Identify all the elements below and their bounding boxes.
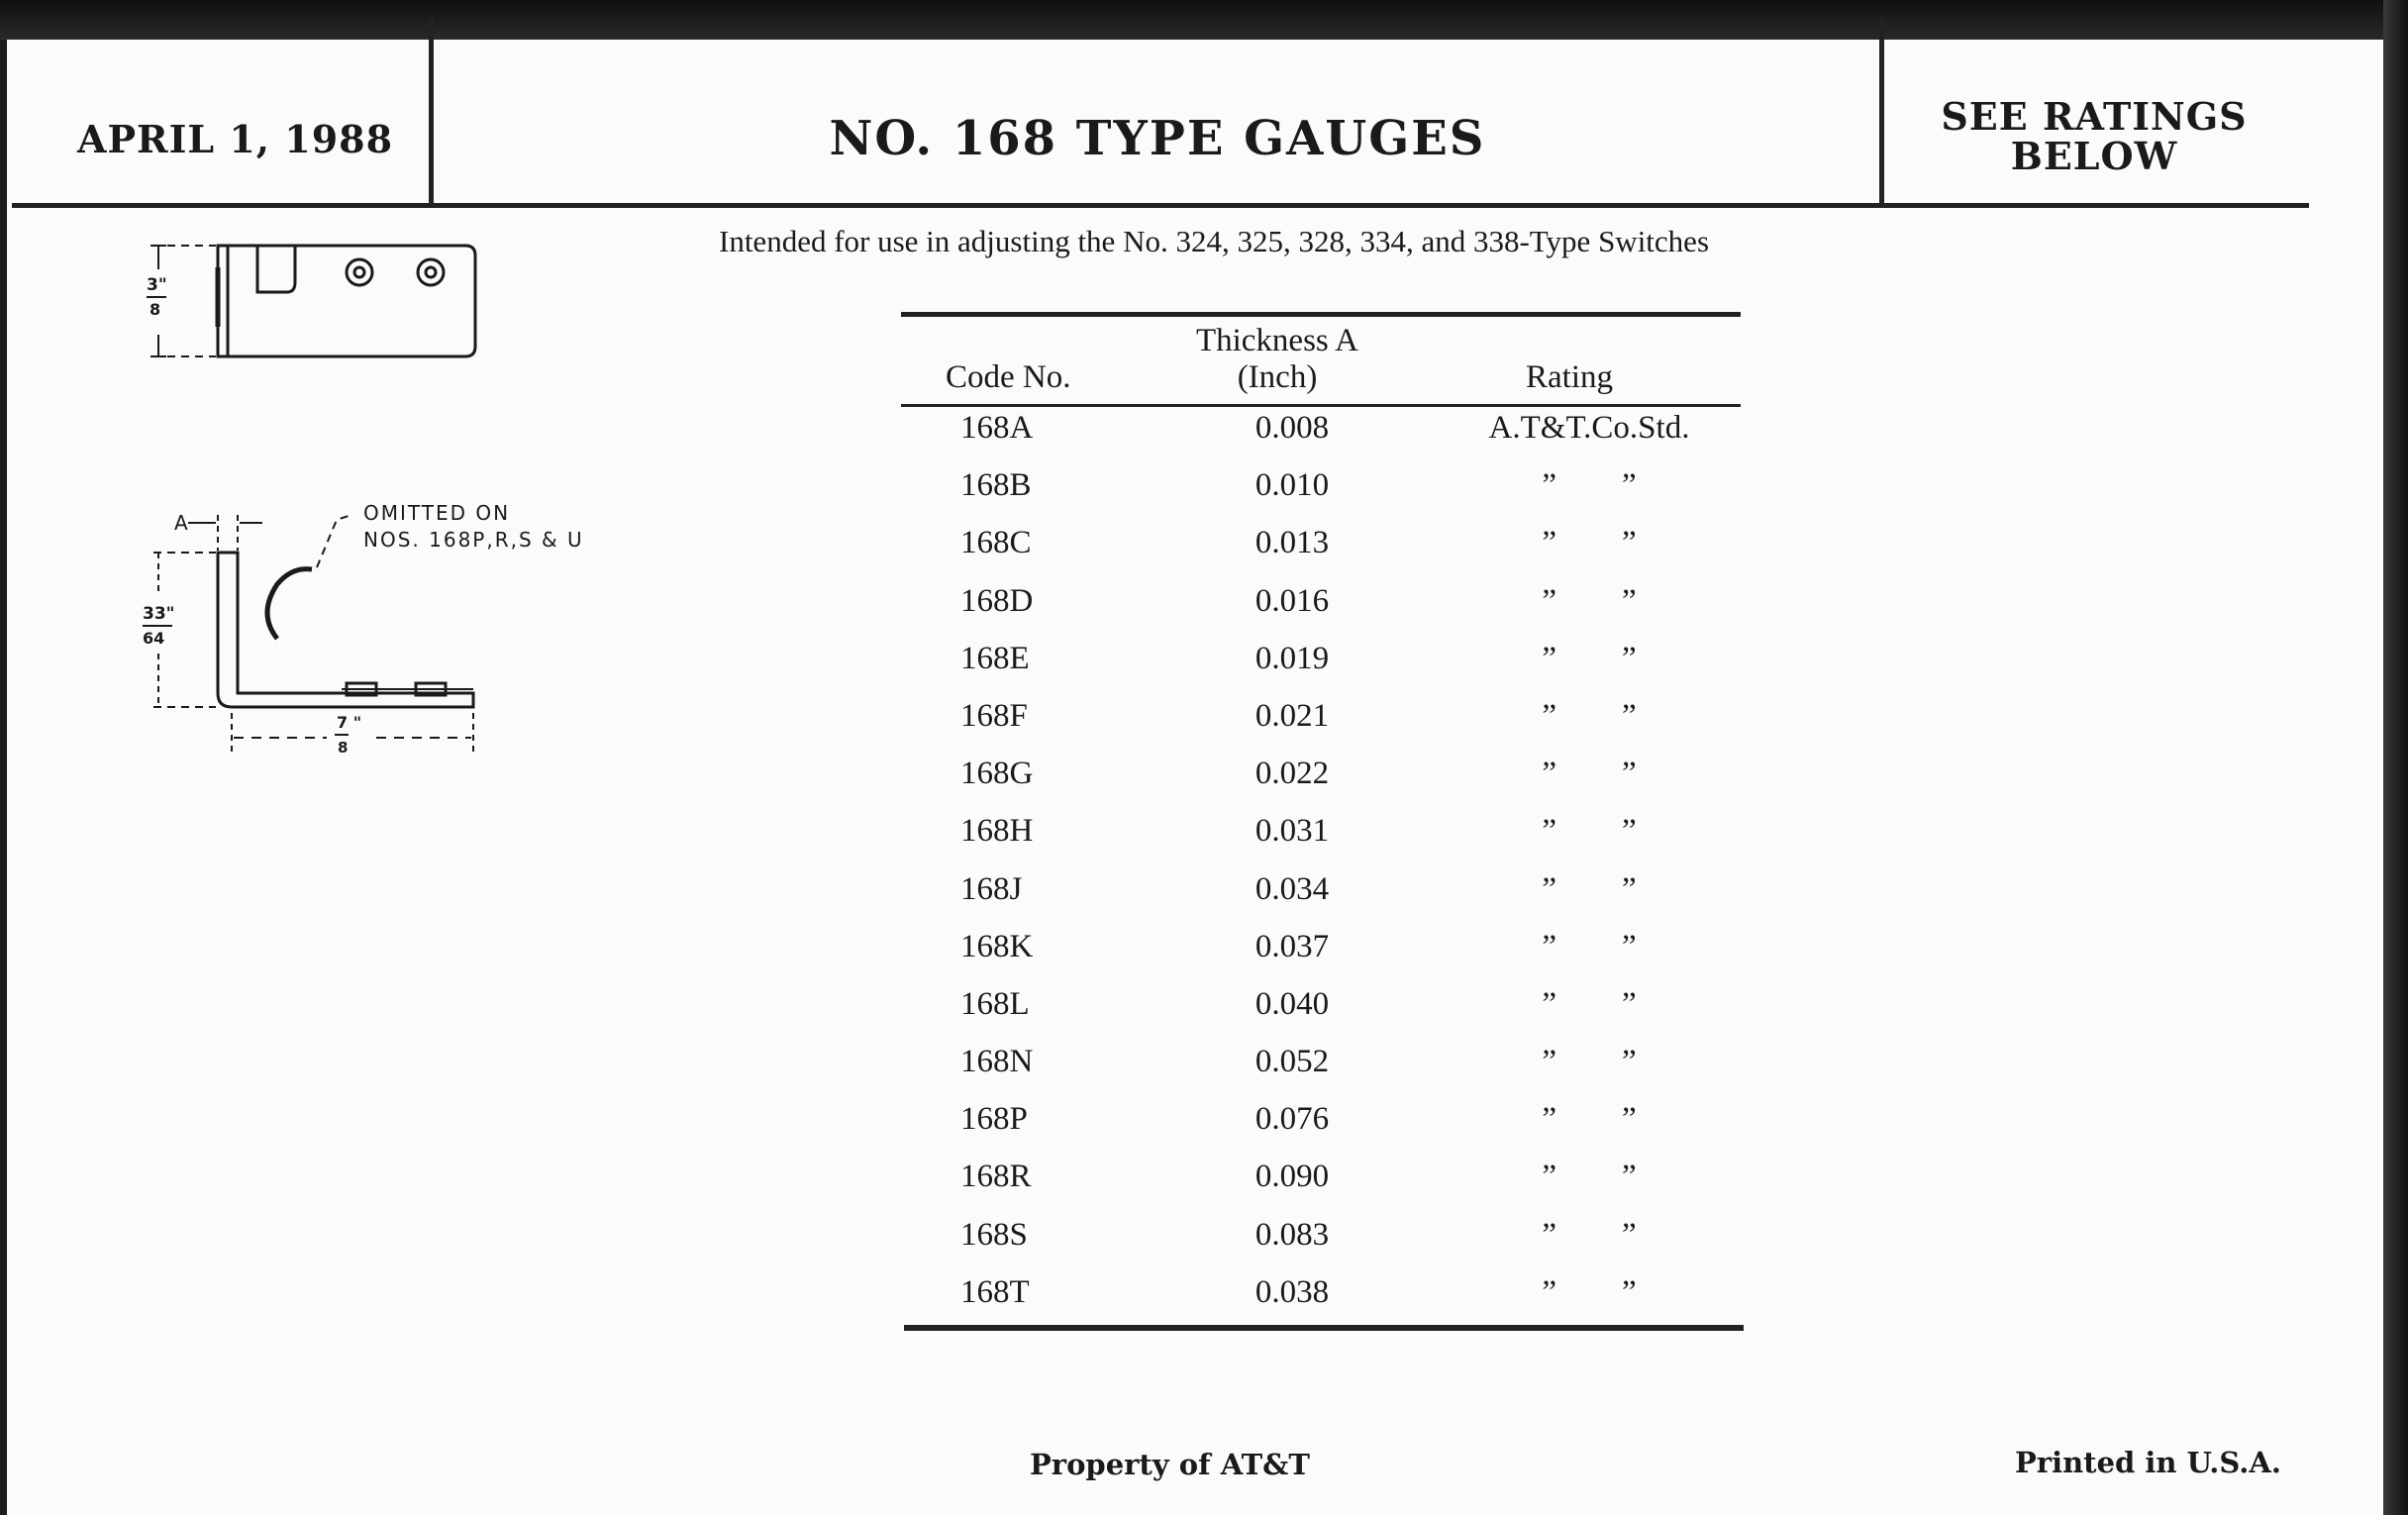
thickness-cell: 0.022 [1254,756,1330,792]
code-cell: 168D [960,582,1034,619]
thickness-cell: 0.021 [1254,697,1330,734]
omitted-note-line2: NOS. 168P,R,S & U [363,528,584,552]
gauge-top-view [150,246,475,356]
rating-cell: ” ” [1542,1101,1637,1138]
thickness-cell: 0.034 [1254,870,1330,907]
code-cell: 168G [960,756,1034,792]
side-dim-denominator: 64 [143,629,165,648]
omitted-note-line1: OMITTED ON [363,501,511,525]
ratings-note [1886,94,2302,178]
column-header-thickness-line2: (Inch) [1237,359,1318,395]
table-row [901,984,1741,1042]
column-header-thickness-line1: Thickness A [1195,323,1359,358]
rating-cell: ” ” [1542,525,1637,561]
ratings-note-line1: SEE RATINGS [1941,94,2248,139]
scan-right-edge [2383,0,2408,1515]
page-title: NO. 168 TYPE GAUGES [829,111,1486,166]
table-row [901,1157,1741,1214]
thickness-cell: 0.031 [1254,813,1330,850]
header-divider-right [1879,18,1884,205]
gauge-drawing [129,228,624,762]
table-row [901,1042,1741,1099]
code-cell: 168P [960,1101,1028,1138]
table-row [901,696,1741,754]
table-row [901,1272,1741,1330]
code-cell: 168R [960,1159,1032,1195]
thickness-cell: 0.052 [1254,1044,1330,1080]
footer-printed: Printed in U.S.A. [2015,1446,2281,1479]
issue-date: APRIL 1, 1988 [77,117,394,161]
column-header-code: Code No. [946,359,1071,395]
ratings-note-line2: BELOW [2010,134,2178,178]
table-row [901,408,1741,465]
code-cell: 168S [960,1216,1028,1253]
rating-cell: ” ” [1542,1273,1637,1310]
rating-cell: ” ” [1542,756,1637,792]
table-row [901,927,1741,984]
code-cell: 168K [960,928,1034,964]
rating-cell: A.T&T.Co.Std. [1488,410,1690,446]
rating-cell: ” ” [1542,697,1637,734]
width-dim-denominator: 8 [338,739,349,757]
table-header-rule [901,404,1741,407]
thickness-cell: 0.037 [1254,928,1330,964]
code-cell: 168T [960,1273,1030,1310]
table-top-rule [901,312,1741,317]
thickness-cell: 0.038 [1254,1273,1330,1310]
rating-cell: ” ” [1542,813,1637,850]
rating-cell: ” ” [1542,1159,1637,1195]
table-row [901,811,1741,868]
code-cell: 168J [960,870,1023,907]
rating-cell: ” ” [1542,928,1637,964]
dim-label-a: A [174,511,188,535]
table-row [901,869,1741,927]
code-cell: 168H [960,813,1034,850]
rating-cell: ” ” [1542,640,1637,676]
thickness-cell: 0.013 [1254,525,1330,561]
thickness-cell: 0.076 [1254,1101,1330,1138]
rating-cell: ” ” [1542,582,1637,619]
table-row [901,581,1741,639]
table-bottom-rule [904,1325,1744,1331]
rating-cell: ” ” [1542,870,1637,907]
top-dim-numerator: 3" [147,275,167,295]
code-cell: 168L [960,985,1030,1022]
gauge-table-body [901,408,1741,1330]
thickness-cell: 0.016 [1254,582,1330,619]
thickness-cell: 0.083 [1254,1216,1330,1253]
column-header-rating: Rating [1526,359,1613,395]
header-rule [12,203,2309,208]
code-cell: 168N [960,1044,1034,1080]
table-row [901,1215,1741,1272]
code-cell: 168A [960,410,1034,446]
rating-cell: ” ” [1542,985,1637,1022]
side-dim-numerator: 33" [143,604,175,624]
intro-text: Intended for use in adjusting the No. 324, 325, 328, 334, and 338-Type Switches [719,224,1710,258]
table-row [901,754,1741,811]
code-cell: 168C [960,525,1032,561]
rating-cell: ” ” [1542,1044,1637,1080]
top-dim-denominator: 8 [150,300,161,319]
table-row [901,1099,1741,1157]
code-cell: 168E [960,640,1030,676]
rating-cell: ” ” [1542,467,1637,504]
thickness-cell: 0.019 [1254,640,1330,676]
scan-top-edge [0,0,2408,40]
header-divider-left [429,18,434,205]
rating-cell: ” ” [1542,1216,1637,1253]
footer-property: Property of AT&T [1030,1448,1310,1481]
column-header-thickness [1139,323,1416,396]
thickness-cell: 0.090 [1254,1159,1330,1195]
thickness-cell: 0.010 [1254,467,1330,504]
code-cell: 168B [960,467,1032,504]
table-row [901,639,1741,696]
thickness-cell: 0.040 [1254,985,1330,1022]
width-dim-numerator: 7 " [337,713,362,732]
thickness-cell: 0.008 [1254,410,1330,446]
code-cell: 168F [960,697,1028,734]
table-row [901,465,1741,523]
table-row [901,523,1741,580]
